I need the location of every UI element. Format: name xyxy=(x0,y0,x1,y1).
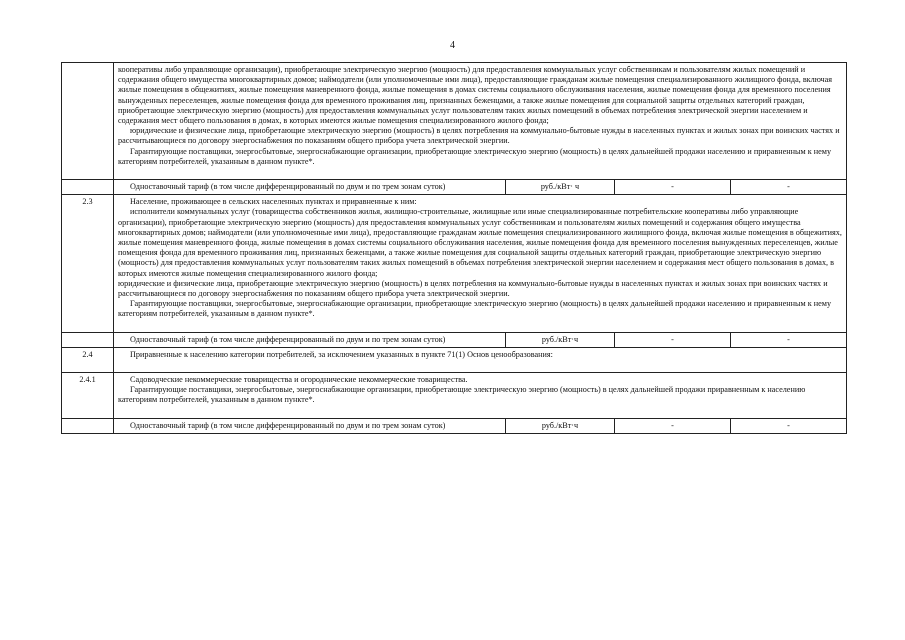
value-cell: - xyxy=(731,332,847,347)
tariff-label: Одноставочный тариф (в том числе дифференцированный по двум и по трем зонам суток) xyxy=(114,418,506,433)
value-cell: - xyxy=(615,180,731,195)
row-number: 2.4.1 xyxy=(62,373,114,419)
row-number: 2.3 xyxy=(62,195,114,332)
value-cell: - xyxy=(615,418,731,433)
unit-cell: руб./кВт·ч xyxy=(506,332,615,347)
value-cell: - xyxy=(615,332,731,347)
description-paragraph: Гарантирующие поставщики, энергосбытовые, энергоснабжающие организации, приобретающие электрическую энергию (мощность) в целях дальнейшей продажи приравненным к населению категориям потребителей, указанным в данном пункте*. xyxy=(118,385,806,405)
row-description xyxy=(114,195,847,332)
value-cell: - xyxy=(731,418,847,433)
description-paragraph: Население, проживающее в сельских населенных пунктах и приравненные к ним: xyxy=(130,197,417,207)
description-paragraph: кооперативы либо управляющие организации), приобретающие электрическую энергию (мощность) для предоставления коммунальных услуг собственникам и пользователям жилых помещений и содержания общего имущества многоквартирных домов; наймодатели (или уполномоченные ими лица), предоставляющие гражданам жилые помещения специализированного жилищного фонда, включая жилые помещения в общежитиях, жилые помещения маневренного фонда, жилые помещения в домах системы социального обслуживания населения, жилые помещения фонда для временного поселения вынужденных переселенцев, жилые помещения фонда для временного проживания лиц, признанных беженцами, а также жилые помещения для социальной защиты отдельных категорий граждан, приобретающие электрическую энергию (мощность) для предоставления коммунальных услуг пользователям таких жилых помещений в объемах потребления электрической энергии населением и содержания мест общего пользования в домах, в которых имеются жилые помещения специализированного жилого фонда; xyxy=(118,65,833,126)
tariff-table xyxy=(61,62,847,434)
tariff-label: Одноставочный тариф (в том числе дифференцированный по двум и по трем зонам суток) xyxy=(114,180,506,195)
tariff-row xyxy=(62,418,847,433)
description-paragraph: Приравненные к населению категории потребителей, за исключением указанных в пункте 71(1) Основ ценообразования: xyxy=(130,349,553,359)
row-number: 2.4 xyxy=(62,347,114,372)
row-description xyxy=(114,63,847,180)
description-paragraph: юридические и физические лица, приобретающие электрическую энергию (мощность) в целях потребления на коммунально-бытовые нужды в населенных пунктах и жилых зонах при воинских частях и рассчитывающиеся по договору энергоснабжения по показаниям общего прибора учета электрической энергии. xyxy=(118,126,840,146)
description-paragraph: Гарантирующие поставщики, энергосбытовые, энергоснабжающие организации, приобретающие электрическую энергию (мощность) в целях дальнейшей продажи населению и приравненным к нему категориям потребителей, указанным в данном пункте*. xyxy=(118,146,832,166)
row-number xyxy=(62,63,114,180)
row-description xyxy=(114,347,847,372)
description-paragraph: Гарантирующие поставщики, энергосбытовые, энергоснабжающие организации, приобретающие электрическую энергию (мощность) в целях дальнейшей продажи населению и приравненным к нему категориям потребителей, указанным в данном пункте*. xyxy=(118,299,832,319)
description-paragraph: Садоводческие некоммерческие товарищества и огороднические некоммерческие товарищества. xyxy=(130,375,468,385)
tariff-row xyxy=(62,332,847,347)
unit-cell: руб./кВт· ч xyxy=(506,180,615,195)
description-paragraph: исполнители коммунальных услуг (товарищества собственников жилья, жилищно-строительные, жилищные или иные специализированные потребительские кооперативы либо управляющие организации), приобретающие электрическую энергию (мощность) для предоставления коммунальных услуг собственникам и пользователям жилых помещений и содержания общего имущества многоквартирных домов; наймодатели (или уполномоченные ими лица), предоставляющие гражданам жилые помещения специализированного жилищного фонда, включая жилые помещения в общежитиях, жилые помещения маневренного фонда, жилые помещения в домах системы социального обслуживания населения, жилые помещения фонда для временного поселения вынужденных переселенцев, жилые помещения фонда для временного проживания лиц, признанных беженцами, а также жилые помещения для социальной защиты отдельных категорий граждан, приобретающие электрическую энергию (мощность) для предоставления коммунальных услуг пользователям таких жилых помещений в объемах потребления электрической энергии населением и содержания мест общего пользования в домах, в которых имеются жилые помещения специализированного жилого фонда; xyxy=(118,207,842,278)
tariff-label: Одноставочный тариф (в том числе дифференцированный по двум и по трем зонам суток) xyxy=(114,332,506,347)
table-row xyxy=(62,195,847,332)
tariff-row xyxy=(62,180,847,195)
unit-cell: руб./кВт·ч xyxy=(506,418,615,433)
page-number: 4 xyxy=(450,40,455,51)
table-row xyxy=(62,63,847,180)
table-row xyxy=(62,347,847,372)
table-row xyxy=(62,373,847,419)
value-cell: - xyxy=(731,180,847,195)
row-description xyxy=(114,373,847,419)
description-paragraph: юридические и физические лица, приобретающие электрическую энергию (мощность) в целях потребления на коммунально-бытовые нужды в населенных пунктах и жилых зонах при воинских частях и рассчитывающиеся по договору энергоснабжения по показаниям общего прибора учета электрической энергии. xyxy=(118,278,828,299)
